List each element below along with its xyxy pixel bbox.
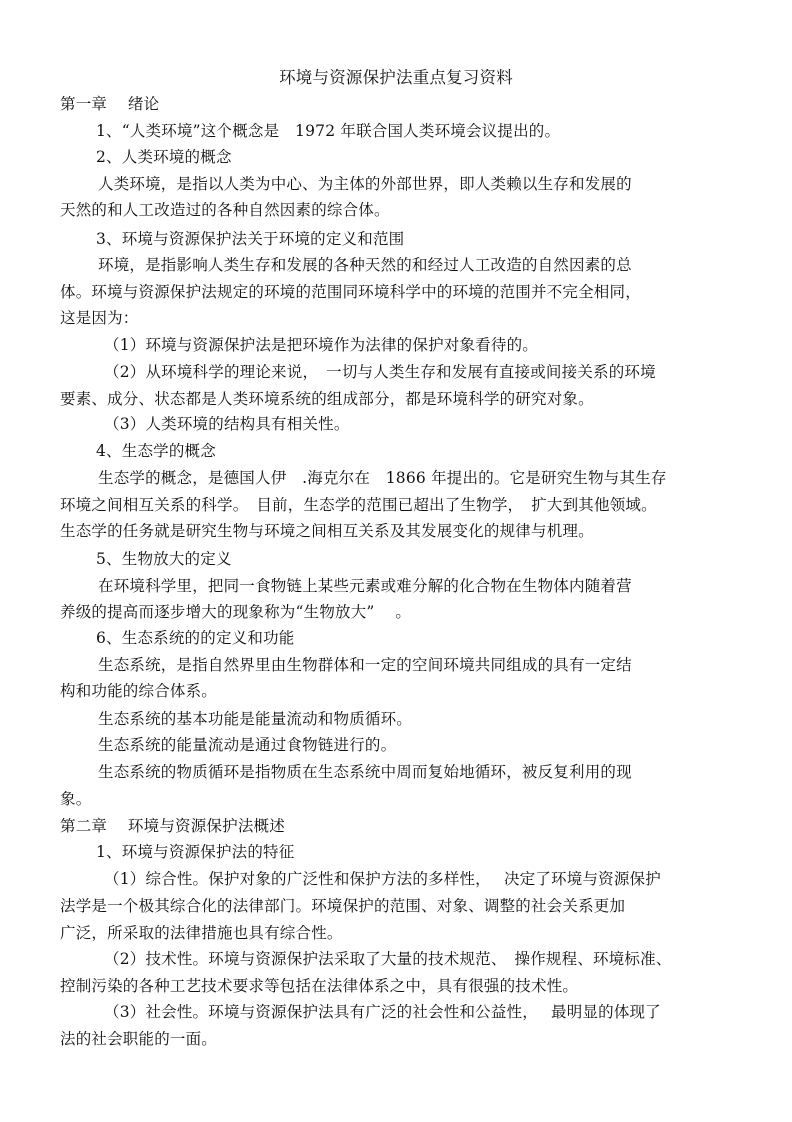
body-text-line: 这是因为：	[60, 309, 139, 327]
body-text-line: 生态学的任务就是研究生物与环境之间相互关系及其发展变化的规律与机理。	[60, 522, 594, 540]
body-text-line: 生态系统的物质循环是指物质在生态系统中周而复始地循环，被反复利用的现	[98, 763, 632, 781]
document-title: 环境与资源保护法重点复习资料	[279, 68, 513, 87]
body-text-line: 要素、成分、状态都是人类环境系统的组成部分，都是环境科学的研究对象。	[60, 390, 594, 408]
body-text-line: 体。环境与资源保护法规定的环境的范围同环境科学中的环境的范围并不完全相同，	[60, 283, 641, 301]
body-text-line: 控制污染的各种工艺技术要求等包括在法律体系之中，具有很强的技术性。	[60, 977, 579, 995]
body-text-line: 构和功能的综合体系。	[60, 682, 218, 700]
section-heading: 3、环境与资源保护法关于环境的定义和范围	[96, 230, 405, 248]
body-text-line: 环境，是指影响人类生存和发展的各种天然的和经过人工改造的自然因素的总	[98, 256, 632, 274]
numbered-point: （1）环境与资源保护法是把环境作为法律的保护对象看待的。	[104, 336, 538, 354]
numbered-point: （3）人类环境的结构具有相关性。	[104, 415, 350, 433]
body-text-line: 生态系统的基本功能是能量流动和物质循环。	[98, 710, 413, 728]
body-text-line: 环境之间相互关系的科学。 目前，生态学的范围已超出了生物学， 扩大到其他领域。	[60, 496, 657, 514]
numbered-point: （1）综合性。保护对象的广泛性和保护方法的多样性， 决定了环境与资源保护	[104, 870, 661, 888]
section-heading: 6、生态系统的的定义和功能	[96, 629, 295, 647]
section-heading: 4、生态学的概念	[96, 442, 216, 460]
body-text-line: 法学是一个极其综合化的法律部门。环境保护的范围、对象、调整的社会关系更加	[60, 897, 626, 915]
body-text-line: 天然的和人工改造过的各种自然因素的综合体。	[60, 201, 390, 219]
chapter-heading: 第一章 绪论	[60, 95, 160, 113]
body-text-line: 生态系统的能量流动是通过食物链进行的。	[98, 736, 397, 754]
body-text-line: 生态系统，是指自然界里由生物群体和一定的空间环境共同组成的具有一定结	[98, 656, 632, 674]
body-text-line: 养级的提高而逐步增大的现象称为“生物放大” 。	[60, 603, 412, 621]
body-text-line: 法的社会职能的一面。	[60, 1030, 218, 1048]
section-heading: 5、生物放大的定义	[96, 550, 232, 568]
body-text-line: 广泛，所采取的法律措施也具有综合性。	[60, 924, 343, 942]
numbered-point: （2）技术性。环境与资源保护法采取了大量的技术规范、 操作规程、环境标准、	[104, 950, 672, 968]
body-text-line: 象。	[60, 790, 92, 808]
numbered-point: （3）社会性。环境与资源保护法具有广泛的社会性和公益性， 最明显的体现了	[104, 1003, 661, 1021]
section-heading: 1、环境与资源保护法的特征	[96, 843, 295, 861]
body-text-line: 生态学的概念，是德国人伊 .海克尔在 1866 年提出的。它是研究生物与其生存	[98, 469, 667, 487]
chapter-heading: 第二章 环境与资源保护法概述	[60, 817, 285, 835]
numbered-point: （2）从环境科学的理论来说， 一切与人类生存和发展有直接或间接关系的环境	[104, 363, 656, 381]
section-heading: 1、“人类环境”这个概念是 1972 年联合国人类环境会议提出的。	[96, 122, 561, 140]
body-text-line: 人类环境，是指以人类为中心、为主体的外部世界，即人类赖以生存和发展的	[98, 175, 632, 193]
section-heading: 2、人类环境的概念	[96, 148, 232, 166]
body-text-line: 在环境科学里，把同一食物链上某些元素或难分解的化合物在生物体内随着营	[98, 577, 632, 595]
